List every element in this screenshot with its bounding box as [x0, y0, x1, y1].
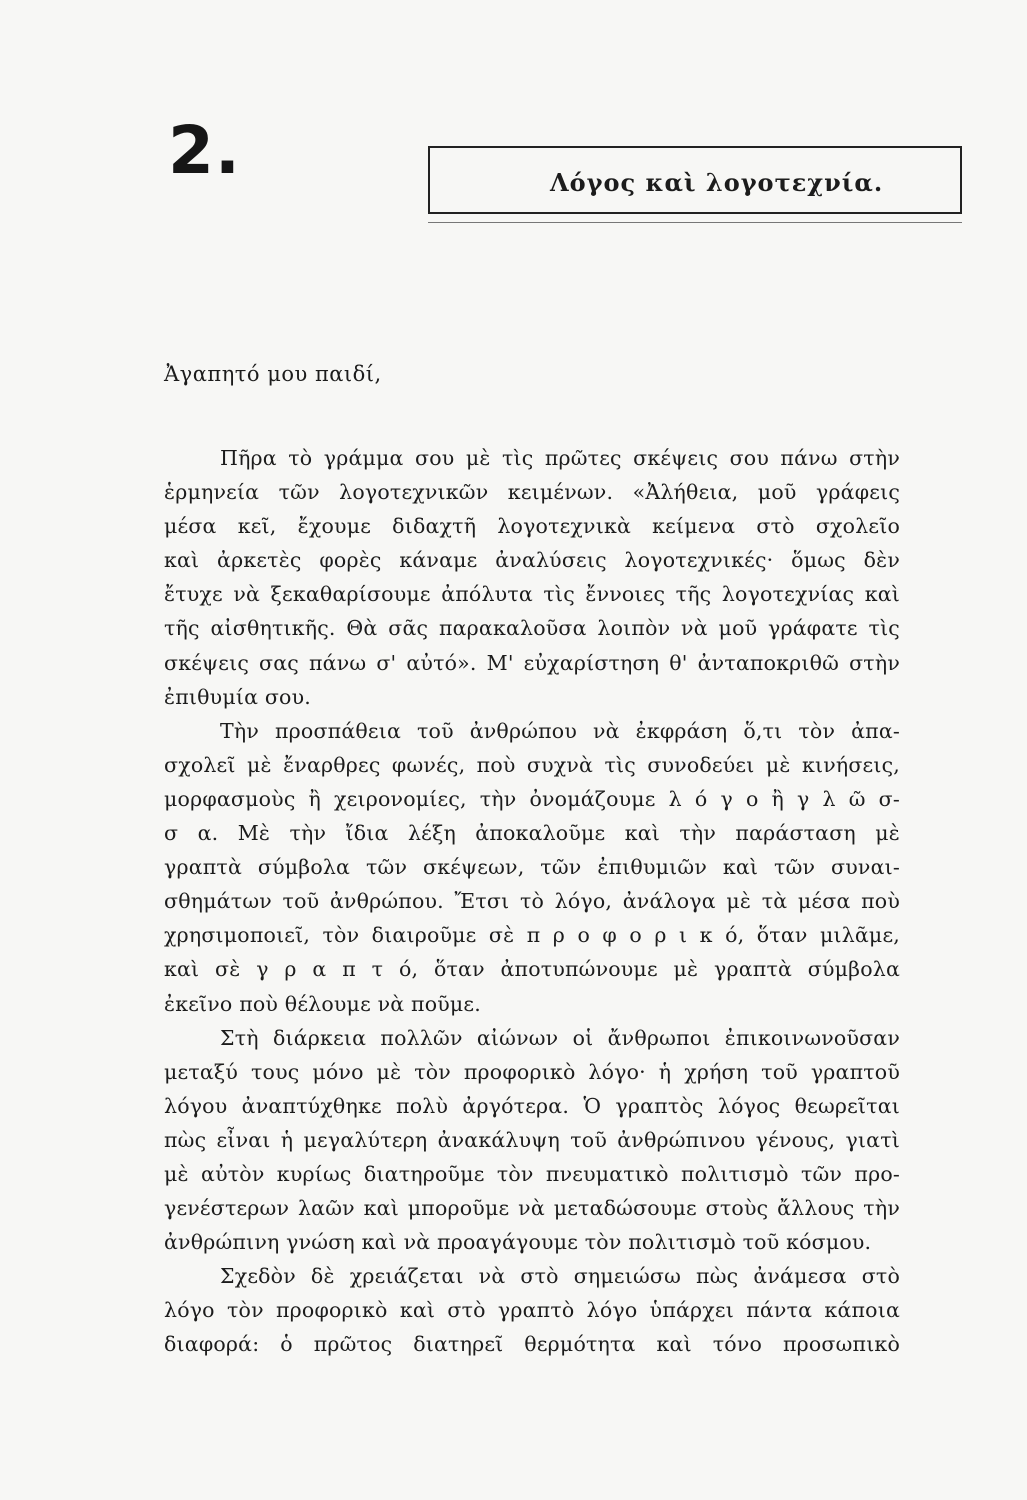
text-line: σκέψεις σας πάνω σ' αὐτό». Μ' εὐχαρίστηση θ' ἀνταποκριθῶ στὴν	[164, 650, 900, 675]
text-line: σ α. Μὲ τὴν ἴδια λέξη ἀποκαλοῦμε καὶ τὴν παράσταση μὲ	[164, 821, 900, 846]
text-line: Στὴ διάρκεια πολλῶν αἰώνων οἱ ἄνθρωποι ἐπικοινωνοῦσαν	[220, 1025, 900, 1050]
text-line: ἔτυχε νὰ ξεκαθαρίσουμε ἀπόλυτα τὶς ἔννοιες τῆς λογοτεχνίας καὶ	[164, 582, 900, 607]
salutation: Ἀγαπητό μου παιδί,	[164, 362, 382, 386]
text-line: Τὴν προσπάθεια τοῦ ἀνθρώπου νὰ ἐκφράση ὅ,τι τὸν ἀπα-	[220, 718, 900, 743]
text-line: λόγο τὸν προφορικὸ καὶ στὸ γραπτὸ λόγο ὑπάρχει πάντα κάποια	[164, 1298, 900, 1323]
chapter-title: Λόγος καὶ λογοτεχνία.	[550, 168, 884, 197]
chapter-number: 2.	[168, 112, 241, 189]
text-line: ἑρμηνεία τῶν λογοτεχνικῶν κειμένων. «Ἀλήθεια, μοῦ γράφεις	[164, 480, 900, 505]
text-line: Πῆρα τὸ γράμμα σου μὲ τὶς πρῶτες σκέψεις σου πάνω στὴν	[220, 446, 900, 470]
text-line: λόγου ἀναπτύχθηκε πολὺ ἀργότερα. Ὁ γραπτὸς λόγος θεωρεῖται	[164, 1093, 900, 1118]
text-line: ἐπιθυμία σου.	[164, 684, 311, 709]
text-line: γενέστερων λαῶν καὶ μποροῦμε νὰ μεταδώσουμε στοὺς ἄλλους τὴν	[164, 1196, 900, 1221]
text-line: μεταξύ τους μόνο μὲ τὸν προφορικὸ λόγο· ἡ χρήση τοῦ γραπτοῦ	[164, 1059, 900, 1084]
text-line: διαφορά: ὁ πρῶτος διατηρεῖ θερμότητα καὶ τόνο προσωπικὸ	[164, 1332, 900, 1357]
text-line: τῆς αἰσθητικῆς. Θὰ σᾶς παρακαλοῦσα λοιπὸν νὰ μοῦ γράφατε τὶς	[164, 616, 900, 641]
text-line: σχολεῖ μὲ ἔναρθρες φωνές, ποὺ συχνὰ τὶς συνοδεύει μὲ κινήσεις,	[164, 752, 900, 777]
text-line: ἀνθρώπινη γνώση καὶ νὰ προαγάγουμε τὸν πολιτισμὸ τοῦ κόσμου.	[164, 1230, 872, 1255]
text-line: πὼς εἶναι ἡ μεγαλύτερη ἀνακάλυψη τοῦ ἀνθρώπινου γένους, γιατὶ	[164, 1127, 900, 1152]
text-line: καὶ ἀρκετὲς φορὲς κάναμε ἀναλύσεις λογοτεχνικές· ὅμως δὲν	[164, 548, 900, 573]
text-line: χρησιμοποιεῖ, τὸν διαιροῦμε σὲ π ρ ο φ ο ρ ι κ ό, ὅταν μιλᾶμε,	[164, 923, 900, 948]
text-line: σθημάτων τοῦ ἀνθρώπου. Ἔτσι τὸ λόγο, ἀνάλογα μὲ τὰ μέσα ποὺ	[164, 889, 900, 914]
text-line: γραπτὰ σύμβολα τῶν σκέψεων, τῶν ἐπιθυμιῶν καὶ τῶν συναι-	[164, 855, 900, 880]
title-rule	[428, 222, 962, 223]
body-text	[164, 441, 900, 1362]
text-line: μὲ αὐτὸν κυρίως διατηροῦμε τὸν πνευματικὸ πολιτισμὸ τῶν προ-	[164, 1161, 900, 1186]
text-line: μορφασμοὺς ἢ χειρονομίες, τὴν ὀνομάζουμε λ ό γ ο ἢ γ λ ῶ σ-	[164, 786, 900, 811]
text-line: ἐκεῖνο ποὺ θέλουμε νὰ ποῦμε.	[164, 991, 481, 1016]
chapter-title-box	[428, 146, 962, 214]
text-line: μέσα κεῖ, ἔχουμε διδαχτῆ λογοτεχνικὰ κείμενα στὸ σχολεῖο	[164, 514, 900, 539]
text-line: καὶ σὲ γ ρ α π τ ό, ὅταν ἀποτυπώνουμε μὲ γραπτὰ σύμβολα	[164, 957, 900, 982]
text-line: Σχεδὸν δὲ χρειάζεται νὰ στὸ σημειώσω πὼς ἀνάμεσα στὸ	[220, 1264, 900, 1289]
